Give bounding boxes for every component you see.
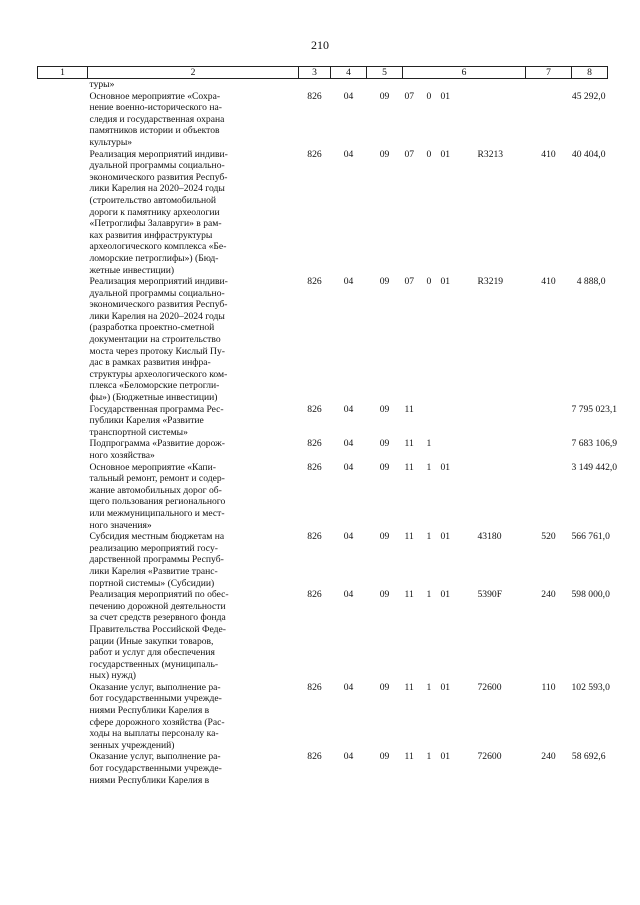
amount: 45 292,0 [571,90,606,102]
table-row [38,276,608,404]
code-part: 11 [404,531,414,543]
column-header: 6 [403,67,526,79]
row-name-line: документации на строительство [89,334,221,346]
table-row [38,751,608,786]
table-row [38,462,608,532]
code-column-4: 04 [343,751,354,763]
code-column-3: 826 [307,403,322,415]
column-header: 7 [526,67,572,79]
row-name-line: бот государственными учрежде- [89,693,222,705]
code-column-5: 09 [379,751,390,763]
code-part: 1 [426,531,432,543]
row-name-line: культуры» [89,136,133,148]
amount: 40 404,0 [571,148,606,160]
row-name [38,751,299,786]
code-column-3: 826 [307,751,322,763]
row-name-line: лики Карелия на 2020–2024 годы [89,183,225,195]
row-name-line: археологического комплекса «Бе- [89,241,227,253]
code-column-3: 826 [307,461,322,473]
row-name-line: структуры археологического ком- [89,368,228,380]
row-name-line: плекса «Беломорские петрогли- [89,380,220,392]
target-article-code [403,91,526,149]
code-part: 07 [404,148,415,160]
row-name [38,91,299,149]
row-name-line: «Петроглифы Залавруги» в рам- [89,218,222,230]
expense-type-code [526,79,572,91]
amount: 598 000,0 [571,589,610,601]
code-part: 07 [404,90,415,102]
expense-type-code [526,438,572,461]
target-article-code [403,438,526,461]
code-column-5: 09 [379,90,390,102]
code-part: 11 [404,751,414,763]
row-name-line: дас в рамках развития инфра- [89,357,211,369]
code-part: 1 [426,751,432,763]
budget-table [37,66,618,786]
expense-type-code [526,91,572,149]
target-article-code [403,462,526,532]
row-name-line: экономического развития Респуб- [89,299,228,311]
row-name [38,404,299,439]
code-column-5: 09 [379,589,390,601]
row-name-line: транспортной системы» [89,426,188,438]
column-header: 1 [38,67,88,79]
code-part: 11 [404,681,414,693]
row-name-line: публики Карелия «Развитие [89,415,204,427]
row-name-line: щего пользования регионального [89,496,226,508]
code-part: 01 [440,148,451,160]
expense-type-code: 110 [541,681,556,693]
code-part: 1 [426,681,432,693]
expense-type-code: 520 [541,531,556,543]
code-part: 11 [404,589,414,601]
code-column-3: 826 [307,90,322,102]
code-column-5: 09 [379,403,390,415]
code-part: 5390F [477,589,503,601]
code-part: 1 [426,589,432,601]
row-name-line: Реализация мероприятий по обес- [89,589,229,601]
table-row [38,589,608,682]
row-name-line: или межмуниципального и мест- [89,507,225,519]
code-column-5 [367,79,403,91]
column-header: 8 [572,67,608,79]
row-name-line: реализацию мероприятий госу- [89,542,218,554]
code-column-3: 826 [307,148,322,160]
expense-type-code: 410 [541,276,556,288]
row-name-line: памятников истории и объектов [89,125,220,137]
row-name-line: жетные инвестиции) [89,264,175,276]
table-row [38,438,608,461]
row-name [38,531,299,589]
row-name-line: лики Карелия «Развитие транс- [89,565,218,577]
row-name [38,276,299,404]
row-name-line: жание автомобильных дорог об- [89,484,222,496]
row-name-line: туры» [89,79,115,90]
row-name-line: государственных (муниципаль- [89,658,219,670]
row-name-line: следия и государственная охрана [89,113,225,125]
code-column-4: 04 [343,531,354,543]
row-name-line: дуальной программы социально- [89,287,225,299]
row-name-line: ниями Республики Карелия в [89,705,210,717]
code-column-4: 04 [343,403,354,415]
row-name-line: Оказание услуг, выполнение ра- [89,751,221,763]
code-column-3 [299,79,331,91]
row-name-line: Реализация мероприятий индиви- [89,148,228,160]
code-part: 01 [440,589,451,601]
column-header: 5 [367,67,403,79]
expense-type-code: 240 [541,751,556,763]
code-part: 11 [404,461,414,473]
code-part: 72600 [477,751,502,763]
code-part: R3219 [477,276,504,288]
code-column-5: 09 [379,438,390,450]
code-column-4: 04 [343,148,354,160]
row-name-line: ного значения» [89,519,152,531]
code-part: 0 [426,148,432,160]
table-row [38,91,608,149]
row-name-line: бот государственными учрежде- [89,763,222,775]
code-part: 72600 [477,681,502,693]
code-column-5: 09 [379,681,390,693]
row-name-line: лики Карелия на 2020–2024 годы [89,310,225,322]
table-row [38,79,608,91]
row-name-line: за счет средств резервного фонда [89,612,226,624]
target-article-code [403,751,526,786]
row-name-line: Субсидия местным бюджетам на [89,531,225,543]
target-article-code [403,682,526,752]
target-article-code [403,531,526,589]
row-name [38,149,299,277]
row-name-line: Основное мероприятие «Сохра- [89,90,221,102]
code-column-4: 04 [343,90,354,102]
code-part: 0 [426,90,432,102]
row-name-line: Основное мероприятие «Капи- [89,461,216,473]
row-name-line: дуальной программы социально- [89,160,225,172]
row-name [38,589,299,682]
target-article-code [403,589,526,682]
page-number: 210 [311,38,329,52]
table-row [38,404,608,439]
code-column-3: 826 [307,589,322,601]
row-name-line: фы») (Бюджетные инвестиции) [89,392,218,404]
code-part: 01 [440,276,451,288]
row-name-line: дарственной программы Респуб- [89,554,224,566]
row-name-line: портной системы» (Субсидии) [89,577,215,589]
code-part: 01 [440,531,451,543]
row-name-line: ломорские петроглифы») (Бюд- [89,252,219,264]
expense-type-code: 410 [541,148,556,160]
expense-type-code: 240 [541,589,556,601]
row-name-line: Правительства Российской Феде- [89,623,226,635]
target-article-code [403,149,526,277]
table-row [38,682,608,752]
code-column-4: 04 [343,681,354,693]
row-name-line: рации (Иные закупки товаров, [89,635,214,647]
row-name-line: ходы на выплаты персоналу ка- [89,728,219,740]
code-part: 11 [404,438,414,450]
row-name-line: ках развития инфраструктуры [89,229,213,241]
code-column-3: 826 [307,438,322,450]
row-name-line: зенных учреждений) [89,739,175,751]
row-name-line: (строительство автомобильной [89,194,217,206]
code-column-4: 04 [343,589,354,601]
expense-type-code [526,404,572,439]
amount [572,79,608,91]
code-column-4: 04 [343,276,354,288]
column-header: 4 [331,67,367,79]
row-name-line: ного хозяйства» [89,450,155,461]
row-name-line: экономического развития Респуб- [89,171,228,183]
amount: 58 692,6 [571,751,606,763]
table-body [38,79,618,787]
table-header [38,67,608,79]
row-name-line: ниями Республики Карелия в [89,774,210,786]
row-name [38,79,299,91]
code-column-5: 09 [379,276,390,288]
code-part: 01 [440,90,451,102]
target-article-code [403,404,526,439]
code-column-4 [331,79,367,91]
code-column-4: 04 [343,438,354,450]
target-article-code [403,79,526,91]
code-part: 01 [440,751,451,763]
amount: 566 761,0 [571,531,610,543]
column-header: 3 [299,67,331,79]
row-name-line: ных) нужд) [89,670,136,682]
code-column-3: 826 [307,276,322,288]
row-name-line: нение военно-исторического на- [89,102,222,114]
code-column-5: 09 [379,531,390,543]
code-part: 11 [404,403,414,415]
row-name-line: сфере дорожного хозяйства (Рас- [89,716,225,728]
code-column-3: 826 [307,681,322,693]
row-name-line: печению дорожной деятельности [89,600,226,612]
code-part: 07 [404,276,415,288]
target-article-code [403,276,526,404]
row-name-line: дороги к памятнику археологии [89,206,220,218]
table-row [38,531,608,589]
code-part: 01 [440,461,451,473]
code-part: R3213 [477,148,504,160]
expense-type-code [526,462,572,532]
code-column-4: 04 [343,461,354,473]
code-column-5: 09 [379,461,390,473]
code-part: 1 [426,461,432,473]
amount: 3 149 442,0 [571,461,618,473]
row-name-line: Подпрограмма «Развитие дорож- [89,438,225,450]
amount: 4 888,0 [576,276,606,288]
row-name [38,462,299,532]
row-name-line: Оказание услуг, выполнение ра- [89,681,221,693]
row-name-line: Государственная программа Рес- [89,403,224,415]
row-name [38,438,299,461]
table-row [38,149,608,277]
row-name-line: (разработка проектно-сметной [89,322,215,334]
code-column-5: 09 [379,148,390,160]
row-name-line: моста через протоку Кислый Пу- [89,345,225,357]
row-name-line: работ и услуг для обеспечения [89,647,215,659]
amount: 7 795 023,1 [571,403,618,415]
code-column-3: 826 [307,531,322,543]
amount: 7 683 106,9 [571,438,618,450]
column-header: 2 [88,67,299,79]
row-name-line: Реализация мероприятий индиви- [89,276,228,288]
amount: 102 593,0 [571,681,610,693]
code-part: 43180 [477,531,502,543]
row-name-line: тальный ремонт, ремонт и содер- [89,473,225,485]
row-name [38,682,299,752]
code-part: 1 [426,438,432,450]
code-part: 01 [440,681,451,693]
code-part: 0 [426,276,432,288]
